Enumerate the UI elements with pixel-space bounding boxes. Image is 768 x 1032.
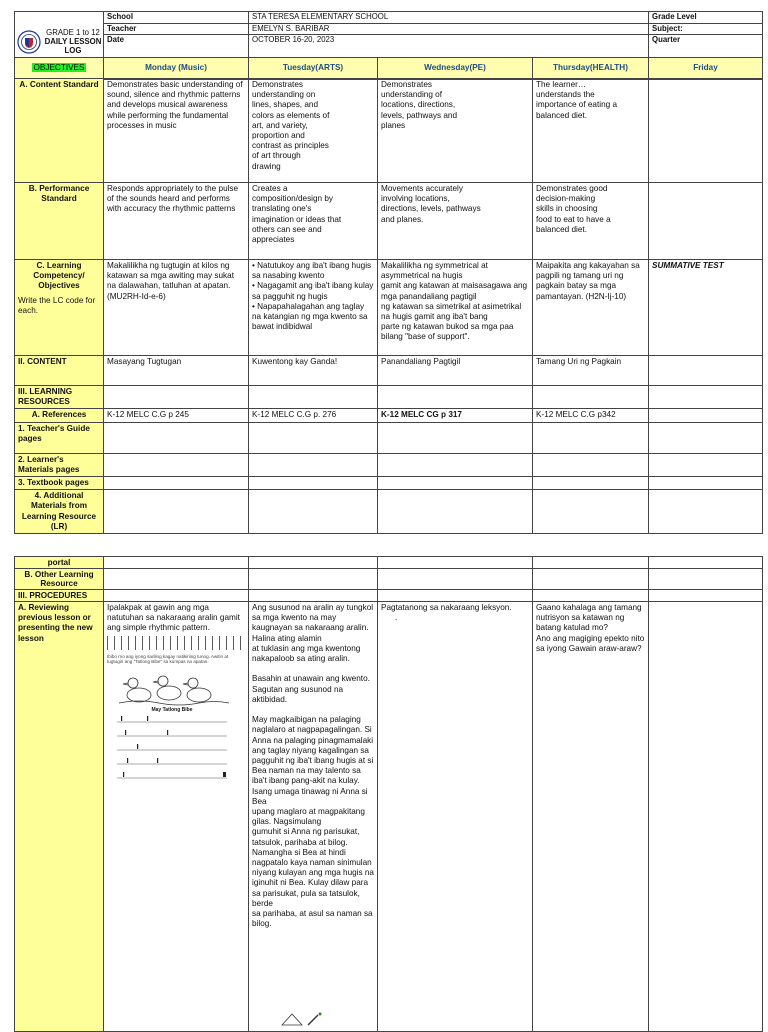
content-standard-tue: Demonstrates understanding on lines, shapes, and colors as elements of art, and variety, proportion and contrast as principles of art through drawing	[249, 79, 378, 183]
review-mon-text: Ipalakpak at gawin ang mga natutuhan sa nakaraang aralin gamit ang simple rhythmic pattern.	[107, 603, 240, 633]
school-value: STA TERESA ELEMENTARY SCHOOL	[249, 12, 649, 24]
teacher-value: EMELYN S. BARIBAR	[249, 24, 649, 35]
ducks-icon	[107, 665, 237, 707]
performance-standard-wed: Movements accurately involving locations, directions, levels, pathways and planes.	[378, 183, 533, 260]
header-title-line3: LOG	[64, 46, 82, 55]
procedures-table	[14, 556, 763, 1032]
competency-wed: Makalilikha ng symmetrical at asymmetrical na hugis gamit ang katawan at maisasagawa ang mga panandaliang pagtigil ng katawan sa simetrikal at asimetrikal na hugis gamit ang iba't bang parte ng katawan bukod sa mga paa bilang "base of support".	[378, 260, 533, 356]
day-thursday: Thursday(HEALTH)	[533, 58, 649, 79]
content-thu: Tamang Uri ng Pagkain	[533, 356, 649, 386]
review-mon-cell	[104, 602, 249, 1032]
school-label: School	[104, 12, 249, 24]
header-title-line1: GRADE 1 to 12	[46, 28, 100, 37]
competency-mon: Makalilikha ng tugtugin at kilos ng katawan sa mga awiting may sukat na dalawahan, tatluhan at apatan. (MU2RH-Id-e-6)	[104, 260, 249, 356]
content-standard-fri	[649, 79, 763, 183]
content-mon: Masayang Tugtugan	[104, 356, 249, 386]
competency-label: C. Learning Competency/ Objectives	[33, 261, 85, 291]
day-monday: Monday (Music)	[104, 58, 249, 79]
review-tue: Ang susunod na aralin ay tungkol sa mga kwento na may kaugnayan sa nakaraang aralin. Halina ating alamin at tuklasin ang mga kwentong nakapaloob sa ating aralin. Basahin at unawain ang kwento. Sagutan ang susunod na aktibidad. May magkaibigan na palaging naglalaro at nagpapagalingan. Si Anna na palaging pinagmamalaki ang taglay niyang kagalingan sa pagguhit ng iba't ibang hugis at si Bea naman na may talento sa iba't ibang pang-akit na kulay. Isang umaga tinawag ni Anna si Bea upang maglaro at magpakitang gilas. Nagsimulang gumuhit si Anna ng parisukat, tatsulok, parihaba at bilog. Namangha si Bea at hindi nagpatalo kaya naman sinimulan niyang kulayan ang mga hugis na iginuhit ni Bea. Kulay dilaw para sa parisukat, pula sa tatsulok, berde sa parihaba, at asul sa naman sa bilog.	[249, 602, 378, 1032]
procedures-label: III. PROCEDURES	[15, 590, 104, 602]
objectives-header	[15, 58, 104, 79]
content-wed: Panandaliang Pagtigil	[378, 356, 533, 386]
competency-note: Write the LC code for each.	[18, 295, 96, 315]
performance-standard-fri	[649, 183, 763, 260]
date-label: Date	[104, 35, 249, 72]
song-image-caption: Ibibo mo ang iyong sariling kagay natikiriing tunog. Awitin at tugtugin ang "Tatlong Bibe" sa kumpas na apatan.	[107, 653, 229, 665]
content-label: II. CONTENT	[15, 356, 104, 386]
references-label: A. References	[15, 409, 104, 422]
performance-standard-thu: Demonstrates good decision-making skills in choosing food to eat to have a balanced diet.	[533, 183, 649, 260]
content-tue: Kuwentong kay Ganda!	[249, 356, 378, 386]
review-wed-dot: .	[395, 613, 398, 623]
content-standard-thu: The learner… understands the importance of eating a balanced diet.	[533, 79, 649, 183]
content-standard-label: A. Content Standard	[15, 79, 104, 183]
references-thu: K-12 MELC C.G p342	[533, 409, 649, 422]
review-wed-text: Pagtatanong sa nakaraang leksyon.	[381, 603, 512, 612]
references-fri	[649, 409, 763, 422]
day-wednesday: Wednesday(PE)	[378, 58, 533, 79]
performance-standard-tue: Creates a composition/design by translating one's imagination or ideas that others can see and appreciates	[249, 183, 378, 260]
review-wed-cell	[378, 602, 533, 1032]
teachers-guide-label: 1. Teacher's Guide pages	[15, 422, 104, 453]
references-mon: K-12 MELC C.G p 245	[104, 409, 249, 422]
rhythm-pattern-icon	[107, 636, 245, 650]
music-notes-icon	[107, 714, 237, 784]
review-fri	[649, 602, 763, 1032]
teacher-label: Teacher	[104, 24, 249, 35]
review-thu: Gaano kahalaga ang tamang nutrisyon sa katawan ng batang katulad mo? Ano ang magiging epekto nito sa iyong Gawain araw-araw?	[533, 602, 649, 1032]
objectives-table	[14, 57, 763, 534]
date-value: OCTOBER 16-20, 2023	[249, 35, 649, 72]
competency-thu: Maipakita ang kakayahan sa pagpili ng tamang uri ng pagkain batay sa mga pamantayan. (H2N-Ij-10)	[533, 260, 649, 356]
learning-resources-label: III. LEARNING RESOURCES	[15, 386, 104, 409]
performance-standard-mon: Responds appropriately to the pulse of the sounds heard and performs with accuracy the rhythmic patterns	[104, 183, 249, 260]
deped-seal-icon	[17, 30, 41, 54]
song-title: May Tatlong Bibe	[151, 706, 193, 713]
subject-label: Subject:	[649, 24, 763, 35]
content-standard-mon: Demonstrates basic understanding of sound, silence and rhythmic patterns and develops musical awareness while performing the fundamental processes in music	[104, 79, 249, 183]
competency-tue: • Natutukoy ang iba't ibang hugis sa nasabing kwento • Nagagamit ang iba't ibang kulay sa pagguhit ng hugis • Napapahalagahan ang taglay na katangian ng mga kwento sa bawat indibidwal	[249, 260, 378, 356]
content-fri	[649, 356, 763, 386]
references-tue: K-12 MELC C.G p. 276	[249, 409, 378, 422]
competency-label-cell	[15, 260, 104, 356]
learners-materials-label: 2. Learner's Materials pages	[15, 453, 104, 476]
objectives-label: OBJECTIVES	[33, 62, 85, 72]
content-standard-wed: Demonstrates understanding of locations, directions, levels, pathways and planes	[378, 79, 533, 183]
day-tuesday: Tuesday(ARTS)	[249, 58, 378, 79]
grade-label: Grade Level	[649, 12, 763, 24]
quarter-label: Quarter	[649, 35, 763, 72]
references-wed: K-12 MELC CG p 317	[378, 409, 533, 422]
day-friday: Friday	[649, 58, 763, 79]
additional-materials-label: 4. Additional Materials from Learning Resource (LR)	[15, 490, 104, 534]
other-resource-label: B. Other Learning Resource	[15, 569, 104, 590]
header-title-line2: DAILY LESSON	[44, 37, 102, 46]
song-image	[107, 654, 237, 804]
performance-standard-label: B. Performance Standard	[15, 183, 104, 260]
textbook-label: 3. Textbook pages	[15, 477, 104, 490]
competency-fri: SUMMATIVE TEST	[649, 260, 763, 356]
portal-label: portal	[15, 557, 104, 569]
review-label: A. Reviewing previous lesson or presenting the new lesson	[15, 602, 104, 1032]
